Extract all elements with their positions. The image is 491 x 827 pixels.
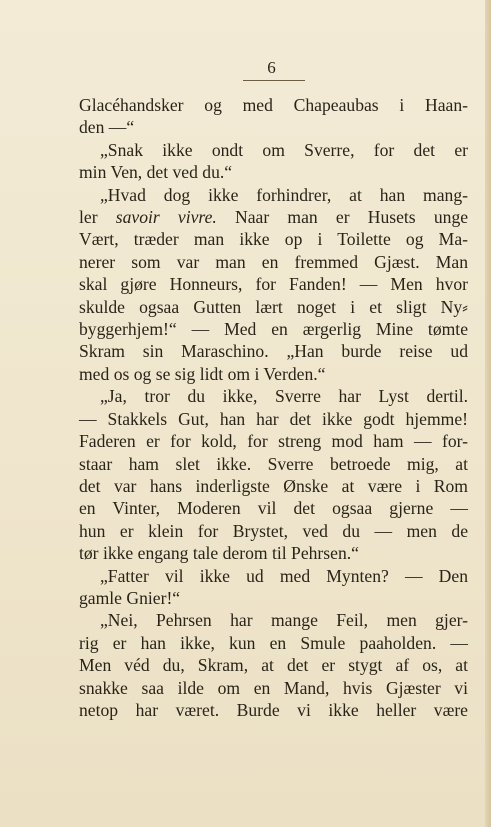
text-line: „Ja, tror du ikke, Sverre har Lyst dertil.: [100, 386, 468, 407]
text-line: Skram sin Maraschino. „Han burde reise ud: [79, 341, 468, 362]
text-line: min Ven, det ved du.“: [79, 162, 233, 183]
text-line: den —“: [79, 117, 135, 138]
text-line: med os og se sig lidt om i Verden.“: [79, 363, 326, 384]
text-line: Faderen er for kold, for streng mod ham — for-: [79, 431, 468, 452]
text-line: skulde ogsaa Gutten lært noget i et sligt Ny⸗: [79, 296, 468, 317]
text-line: det var hans inderligste Ønske at være i Rom: [79, 475, 468, 496]
text-line: en Vinter, Moderen vil det ogsaa gjerne —: [79, 498, 468, 519]
text-line: — Stakkels Gut, han har det ikke godt hjemme!: [79, 408, 468, 429]
text-line: snakke saa ilde om en Mand, hvis Gjæster vi: [79, 677, 468, 698]
text-line: ler savoir vivre. Naar man er Husets unge: [79, 207, 469, 228]
text-line: rig er han ikke, kun en Smule paaholden. —: [79, 632, 468, 653]
text-line: tør ikke engang tale derom til Pehrsen.“: [79, 543, 359, 564]
text-line: „Nei, Pehrsen har mange Feil, men gjer-: [100, 610, 468, 631]
text-line: gamle Gnier!“: [79, 587, 181, 608]
page-edge: [485, 0, 491, 827]
text-line: skal gjøre Honneurs, for Fanden! — Men hvor: [79, 274, 468, 295]
text-line: staar ham slet ikke. Sverre betroede mig, at: [79, 453, 468, 474]
page-number: 6: [267, 58, 276, 77]
text-line: Men véd du, Skram, at det er stygt af os, at: [79, 655, 468, 676]
text-line: „Snak ikke ondt om Sverre, for det er: [100, 139, 468, 160]
body-text: [79, 94, 468, 721]
text-line: netop har været. Burde vi ikke heller være: [79, 699, 468, 720]
text-line: „Fatter vil ikke ud med Mynten? — Den: [100, 565, 468, 586]
page-number-rule: [243, 80, 305, 81]
text-line: Glacéhandsker og med Chapeaubas i Haan-: [79, 95, 468, 115]
text-line: byggerhjem!“ — Med en ærgerlig Mine tømte: [79, 319, 468, 340]
text-line: hun er klein for Brystet, ved du — men de: [79, 520, 468, 541]
text-line: „Hvad dog ikke forhindrer, at han mang-: [100, 184, 468, 205]
text-line: Vært, træder man ikke op i Toilette og Ma-: [79, 229, 468, 250]
text-line: nerer som var man en fremmed Gjæst. Man: [79, 251, 468, 272]
